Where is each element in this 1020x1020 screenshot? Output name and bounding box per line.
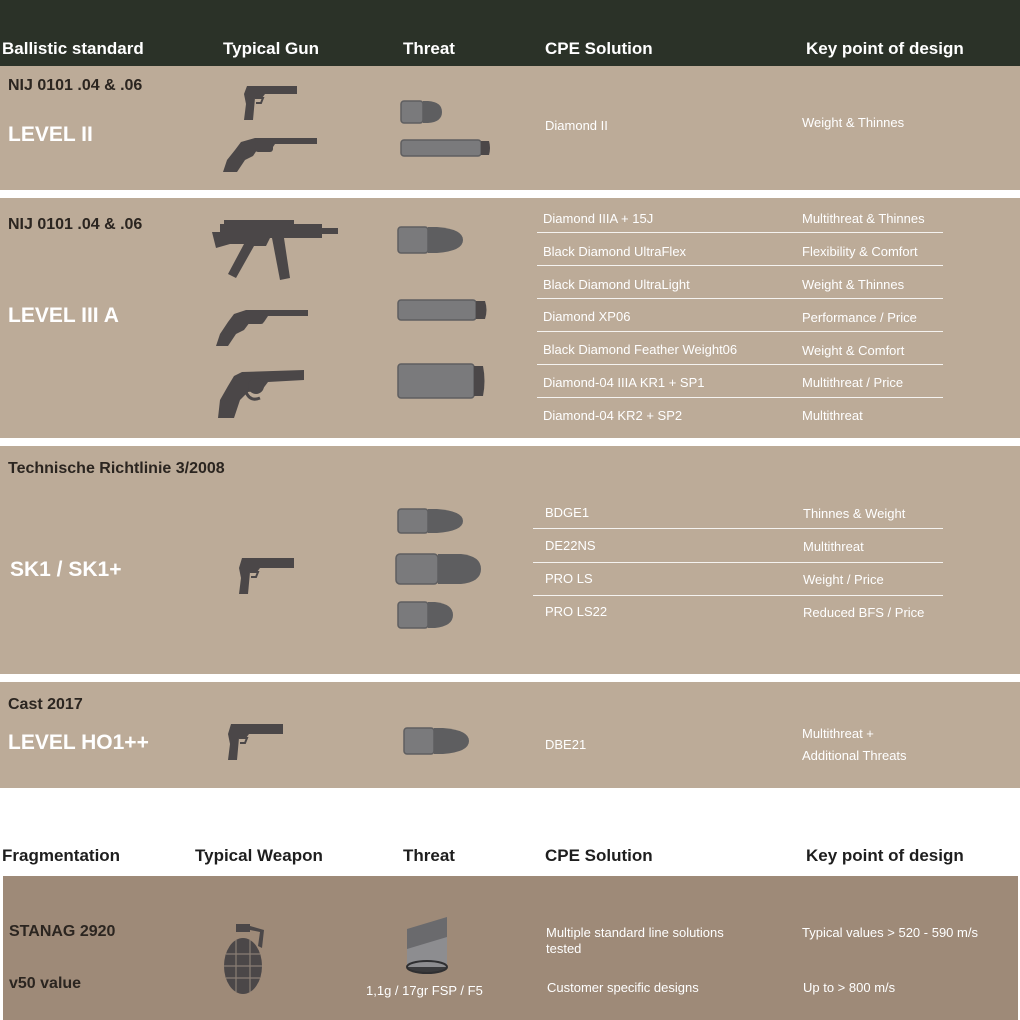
row-divider — [533, 528, 943, 529]
standard-label: NIJ 0101 .04 & .06 — [8, 77, 143, 94]
solution-cell: PRO LS — [545, 571, 593, 586]
design-cell: Weight & Thinnes — [802, 115, 905, 130]
row-divider — [533, 595, 943, 596]
solution-cell: Multiple standard line solutions — [546, 925, 724, 940]
solution-cell: Black Diamond Feather Weight06 — [543, 342, 738, 357]
design-cell: Reduced BFS / Price — [803, 605, 925, 620]
pistol-icon — [227, 722, 285, 762]
solution-cell: DE22NS — [545, 538, 596, 553]
section-sk1 — [0, 446, 1020, 674]
level-label: LEVEL HO1++ — [8, 731, 149, 754]
solution-cell: DBE21 — [545, 737, 587, 752]
design-cell: Weight & Thinnes — [802, 277, 905, 292]
header-typical-gun: Typical Gun — [223, 39, 320, 58]
standard-label: NIJ 0101 .04 & .06 — [8, 216, 143, 233]
row-divider — [537, 232, 943, 233]
design-cell: Multithreat + — [802, 726, 874, 741]
solution-cell: Black Diamond UltraFlex — [543, 244, 687, 259]
row-divider — [537, 265, 943, 266]
design-cell: Multithreat — [802, 408, 863, 423]
solution-cell: Black Diamond UltraLight — [543, 277, 690, 292]
solution-cell: Diamond-04 KR2 + SP2 — [543, 408, 683, 423]
header-threat: Threat — [403, 846, 455, 865]
bullet-icon — [400, 139, 492, 157]
level-label: SK1 / SK1+ — [10, 558, 122, 581]
pistol-icon — [238, 556, 296, 596]
header-key-point: Key point of design — [806, 846, 964, 865]
level-label: LEVEL II — [8, 123, 93, 146]
revolver-icon — [221, 134, 319, 174]
row-divider — [537, 364, 943, 365]
header-typical-weapon: Typical Weapon — [195, 846, 323, 865]
bullet-icon — [397, 363, 487, 399]
row-divider — [537, 397, 943, 398]
design-cell: Performance / Price — [802, 310, 917, 325]
design-cell: Multithreat & Thinnes — [802, 211, 925, 226]
row-divider — [533, 562, 943, 563]
bullet-icon — [397, 601, 455, 629]
solution-cell: Diamond II — [545, 118, 608, 133]
design-cell: Multithreat / Price — [802, 375, 904, 390]
submachine-gun-icon — [210, 216, 340, 284]
header-key-point: Key point of design — [806, 39, 964, 58]
pistol-icon — [243, 84, 299, 122]
section-fragmentation — [3, 876, 1018, 1020]
fragment-simulating-projectile-icon — [405, 915, 449, 975]
design-cell: Up to > 800 m/s — [803, 980, 896, 995]
solution-cell: Customer specific designs — [547, 980, 699, 995]
standard-label: Cast 2017 — [8, 696, 83, 713]
standard-label: STANAG 2920 — [9, 923, 116, 940]
solution-cell: PRO LS22 — [545, 604, 608, 619]
bullet-icon — [395, 553, 483, 585]
row-divider — [537, 298, 943, 299]
threat-caption: 1,1g / 17gr FSP / F5 — [366, 983, 483, 998]
bullet-icon — [400, 100, 442, 124]
revolver-icon — [214, 306, 310, 348]
standard-label: Technische Richtlinie 3/2008 — [8, 460, 225, 477]
header-fragmentation: Fragmentation — [2, 846, 121, 865]
header-cpe-solution: CPE Solution — [545, 39, 653, 58]
level-label: LEVEL III A — [8, 304, 119, 327]
header-cpe-solution: CPE Solution — [545, 846, 653, 865]
header-threat: Threat — [403, 39, 455, 58]
solution-cell: BDGE1 — [545, 505, 590, 520]
bullet-icon — [397, 508, 465, 534]
row-divider — [537, 331, 943, 332]
solution-cell: Diamond IIIA + 15J — [543, 211, 654, 226]
v50-label: v50 value — [9, 975, 82, 992]
design-cell: Weight / Price — [803, 572, 884, 587]
header-ballistic-standard: Ballistic standard — [2, 39, 144, 58]
design-cell: Weight & Comfort — [802, 343, 905, 358]
solution-cell: tested — [546, 941, 582, 956]
design-cell: Thinnes & Weight — [803, 506, 906, 521]
design-cell: Multithreat — [803, 539, 864, 554]
bullet-icon — [397, 299, 489, 321]
bullet-icon — [403, 727, 471, 755]
solution-cell: Diamond-04 IIIA KR1 + SP1 — [543, 375, 705, 390]
design-cell: Flexibility & Comfort — [802, 244, 918, 259]
revolver-icon — [216, 366, 306, 420]
grenade-icon — [220, 922, 268, 996]
bullet-icon — [397, 226, 465, 254]
solution-cell: Diamond XP06 — [543, 309, 631, 324]
design-cell: Typical values > 520 - 590 m/s — [802, 925, 978, 940]
design-cell: Additional Threats — [802, 748, 907, 763]
